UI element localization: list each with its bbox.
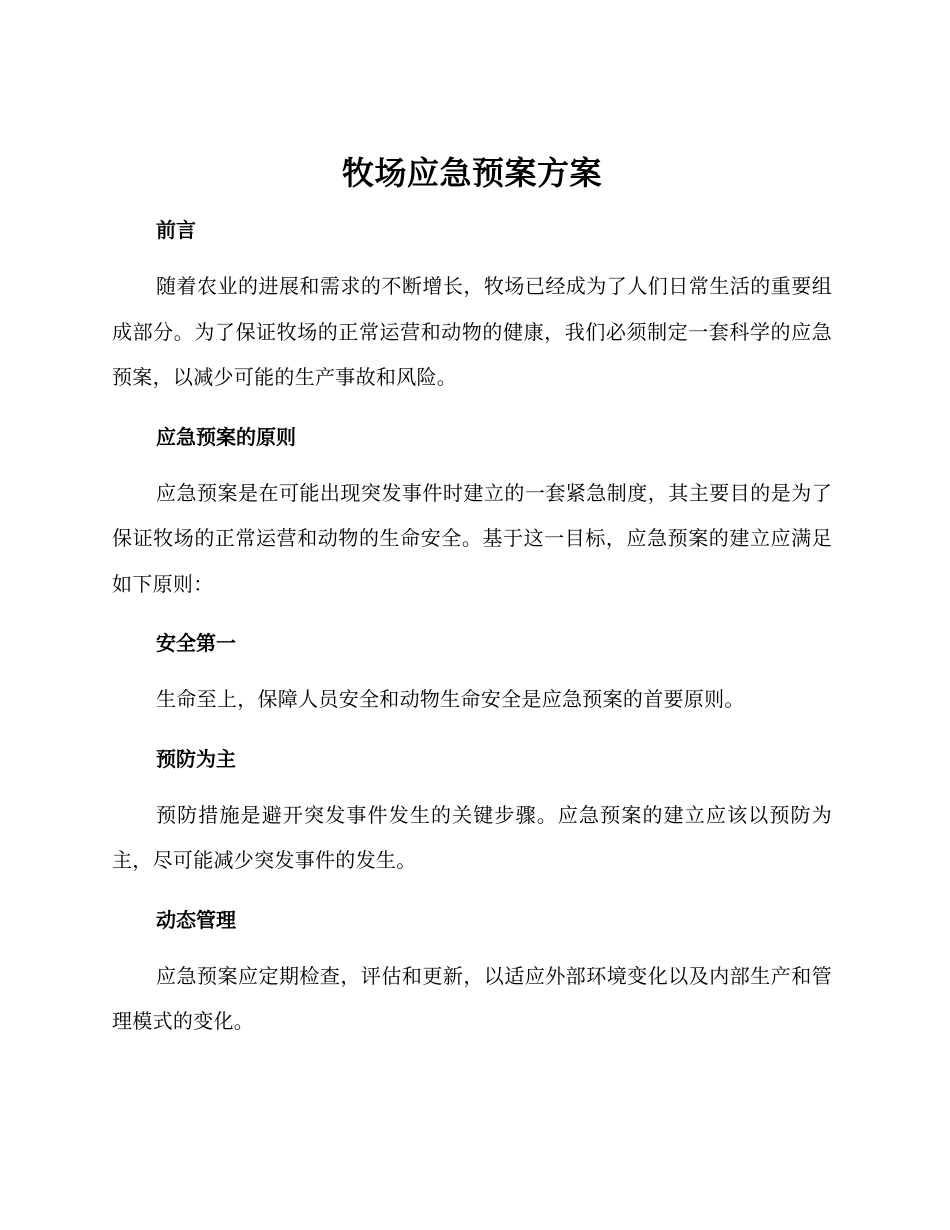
section-heading-dynamic-management: 动态管理: [156, 907, 236, 932]
section-body-dynamic-management: 应急预案应定期检查，评估和更新，以适应外部环境变化以及内部生产和管理模式的变化。: [112, 963, 832, 1033]
section-body-safety-first: 生命至上，保障人员安全和动物生命安全是应急预案的首要原则。: [156, 687, 745, 711]
document-page: [112, 150, 832, 1045]
document-title: 牧场应急预案方案: [341, 154, 602, 192]
section-heading-principles: 应急预案的原则: [156, 424, 296, 449]
section-heading-safety-first: 安全第一: [156, 631, 236, 655]
section-heading-prevention: 预防为主: [156, 746, 236, 771]
section-body-preface: 随着农业的进展和需求的不断增长，牧场已经成为了人们日常生活的重要组成部分。为了保证牧场的正常运营和动物的健康，我们必须制定一套科学的应急预案，以减少可能的生产事故和风险。: [112, 274, 832, 389]
section-body-principles: 应急预案是在可能出现突发事件时建立的一套紧急制度，其主要目的是为了保证牧场的正常运营和动物的生命安全。基于这一目标，应急预案的建立应满足如下原则：: [112, 480, 832, 596]
section-heading-preface: 前言: [156, 218, 196, 242]
section-body-prevention: 预防措施是避开突发事件发生的关键步骤。应急预案的建立应该以预防为主，尽可能减少突发事件的发生。: [112, 802, 832, 872]
